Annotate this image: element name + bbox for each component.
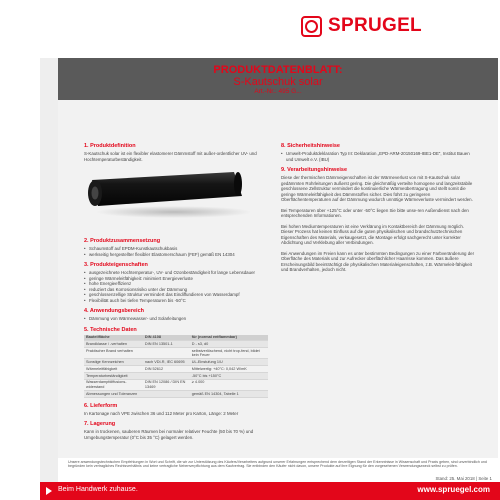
table-cell: Wasserdampfdiffusions-widerstand [84,379,143,390]
list-item: • ausgezeichnete Hochtemperatur-, UV- und Ozonbeständigkeit für lange Lebensdauer [84,270,268,276]
table-cell: Sonstige Kennzeichen [84,359,143,366]
table-row [84,373,268,380]
list-item: • werkseitig hergestellter flexibler Elastomerschaum (FEF) gemäß EN 14304 [84,252,268,258]
section-heading-2: 2. Produktzusammensetzung [84,238,161,244]
list-item: • reduziert das Korrosionsrisiko unter der Dämmung [84,287,268,293]
section-heading-9: 9. Verarbeitungshinweise [281,167,348,173]
website-link[interactable]: www.spruegel.com [417,485,490,494]
page-stand: Stand: 25. Mai 2018 | Seite 1 [435,476,492,481]
footer-bar [40,482,500,500]
logo-badge-icon [301,16,322,37]
table-cell: Bauteilfläche [84,335,143,341]
technical-data-table [84,335,268,398]
section-text-6: In Kartonage nach VPE zwischen 36 und 112 Meter pro Karton, Länge: 2 Meter [84,410,239,416]
section-heading-8: 8. Sicherheitshinweise [281,143,340,149]
section-text-7: Kann in trockenen, sauberen Räumen bei normaler relativer Feuchte (50 bis 70 %) und Umgebungstemperatur (0°C bis 35 °C) gelagert werden. [84,429,254,440]
section-heading-7: 7. Lagerung [84,421,116,428]
table-cell: DIN 52612 [143,366,190,373]
processing-paragraph: Bei hohen Mediumtemperaturen ist eine Verklärung im Kontaktbereich der Dämmung möglich. Dieser Prozess hat keinen Einfluss auf die guten physikalischen und brandschutztechnischen Eigenschaften des Materials, verkaugesetzt, die Montage erfolgt sachgerecht unter korrekter Abdichtung und Verklebung aller Verbindungen. [281,223,465,245]
arrow-right-icon [46,487,52,495]
table-cell: D - s3, d0 [190,341,268,348]
table-cell: Mittelwertig: +40°C: 0,042 W/mK [190,366,268,373]
list-item: • geringe Wärmeleitfähigkeit: minimiert Energieverluste [84,276,268,282]
table-cell: Temperaturbeständigkeit [84,373,143,380]
processing-paragraph: Bei Temperaturen über +125°C oder unter -50°C liegen Sie bitte unse-ren Außendienst nach den entsprechenden Informationen. [281,207,469,218]
table-cell: für (normal entflammbar) [190,335,268,341]
table-cell: DIN EN 12086 / DIN EN 13469 [143,379,190,390]
application-list [84,316,268,322]
table-cell: DIN 4108 [143,335,190,341]
list-item: • Dämmung von Wärmewasser- und Solarleitungen [84,316,268,322]
table-cell: Brandklasse / -verhalten [84,341,143,348]
table-cell: gemäß EN 14304, Tabelle 1 [190,391,268,398]
product-name: S-Kautschuk solar [233,76,323,88]
content-area [58,100,498,458]
table-cell: Abmessungen und Toleranzen [84,391,143,398]
table-cell [143,373,190,380]
section-heading-3: 3. Produkteigenschaften [84,262,148,268]
composition-list [84,246,268,257]
table-cell: ≥ 4.000 [190,379,268,390]
section-heading-4: 4. Anwendungsbereich [84,308,145,314]
section-heading-5: 5. Technische Daten [84,326,137,333]
list-item: • geschlossenzellige Struktur vermindert das Eindiffundieren von Wasserdampf [84,292,268,298]
disclaimer-text: Unsere anwendungstechnischen Empfehlungen in Wort und Schrift, die wir zur Unterstützung des Käufers/Verarbeiters aufgrund unserer Erfahrungen entsprechend dem derzeitigen Stand der Erkenntnisse in Wissenschaft und Praxis geben, sind unverbindlich und begründen kein vertragliches Rechtsverhältnis und keine vertragliche Nebenverpflichtung aus dem Kaufvertrag. Sie entbinden den Käufer nicht davon, unsere Produkte auf ihre Eignung für den vorgesehenen Verwendungszweck selbst zu prüfen. [68,460,487,469]
table-row [84,359,268,366]
table-cell: Wärmeleitfähigkeit [84,366,143,373]
table-cell: DIN EN 13501-1 [143,341,190,348]
right-column [281,143,477,273]
table-cell: UL-Einstufung 1/U [190,359,268,366]
top-bar [0,0,500,58]
list-item: • Flexibilität auch bei tiefen Temperaturen bis -50°C [84,298,268,304]
table-row [84,348,268,359]
brand-name: SPRUGEL [328,15,422,36]
safety-list [281,151,477,162]
processing-paragraph: Bei Anwendungen im Freien kann es unter bestimmten Bedingungen zu einer Farbveränderung der Oberfläche des Materials und zur Aufrecker oberflächlicher Haarrisse kommen. Das äußere Erscheinungsbild beeinträchtigt die physikalischen Materialeigenschaften, z.B. Wärmeleit-fähigkeit und Brandverhalten, jedoch nicht. [281,250,475,272]
title-band [58,58,498,100]
table-row [84,366,268,373]
brand-logo [301,15,422,37]
table-row [84,379,268,390]
disclaimer [58,460,498,469]
properties-list [84,270,268,303]
page-title: PRODUKTDATENBLATT: [213,64,343,76]
table-row [84,341,268,348]
slogan: Beim Handwerk zuhause. [58,486,138,493]
list-item: • Schaumstoff auf EPDM-Kunstkautschukbasis [84,246,268,252]
table-cell: Praktischer Brand verhalten [84,348,143,359]
section-heading-1: 1. Produktdefinition [84,143,136,149]
processing-paragraph: Diese der thermischen Dämmeigenschaften ist der Wärmeverlust von mit S-Kautschuk solar gedämmten Rohrleitungen äußerst gering. Die gleichmäßig verteilte homogene und langzeitstabile geschlossene Zellstruktur vermindert die kontinuierliche Wärmeübertragung und stellt somit die geringe Wärmeleitfähigkeit des Dämmstoffes sicher. Dies führt zu geringeren Oberflächentemperaturen auf der Dämmung wodurch unnötige Wärmeverluste vermindert werden. [281,175,473,202]
product-image [84,158,250,223]
article-number: Art.-Nr.: 495 G... [254,88,302,95]
table-cell [143,391,190,398]
list-item: • hohe Energieeffizienz [84,281,268,287]
table-cell: nach VDI-R, IEC 60695 [143,359,190,366]
list-item: • Umwelt-Produktdeklaration Typ III: Deklaration „EPD-ARM-20150169-IBE1-DE“, Institut Bauen und Umwelt e.V. (IBU) [281,151,477,162]
left-strip [40,58,58,496]
section-heading-6: 6. Lieferform [84,402,118,409]
table-cell: selbstverlöschend, nicht trop-fend, bildet kein Feuer [190,348,268,359]
table-cell: -50°C bis +150°C [190,373,268,380]
section-text-1: S-Kautschuk solar ist ein flexibler elastomerer Dämmstoff mit außer-ordentlicher UV- und Hochtemperaturbeständigkeit. [84,151,257,162]
table-cell [143,348,190,359]
table-row [84,391,268,398]
